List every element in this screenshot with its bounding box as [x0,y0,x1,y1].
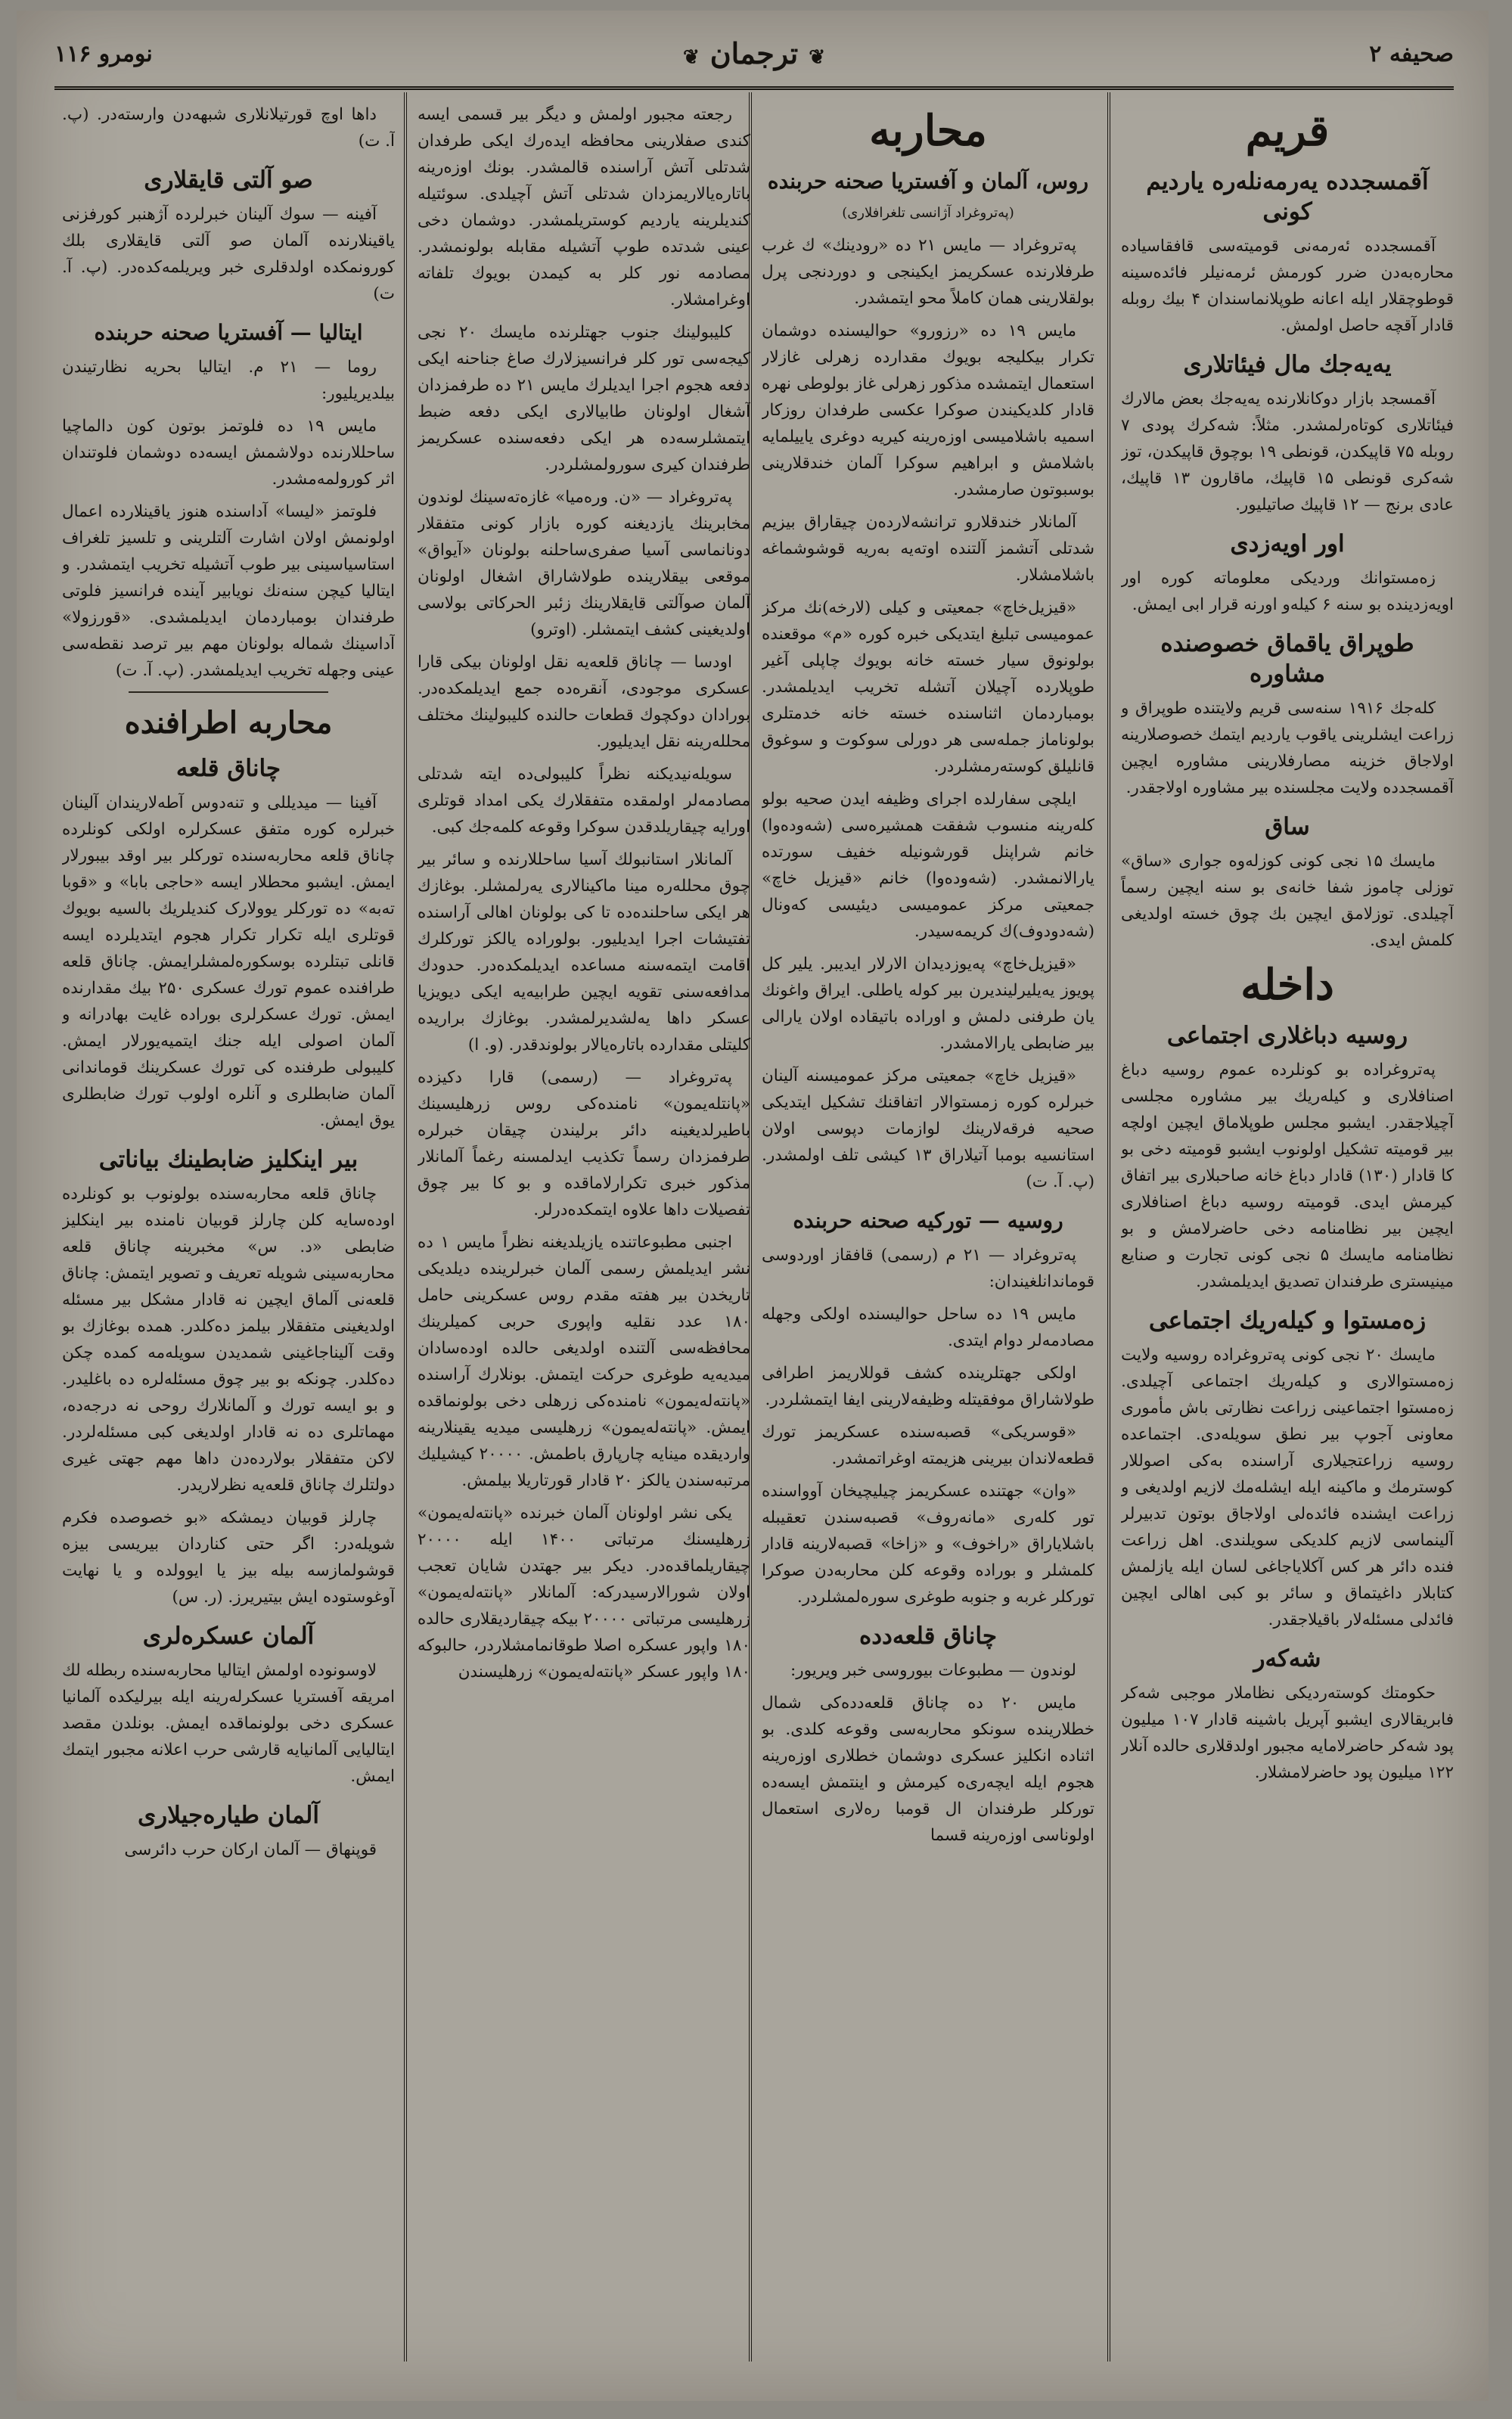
article-heading: بیر اینکلیز ضابطینك بیاناتی [98,1146,359,1173]
article-text: داها اوچ قورتیلانلاری شبهه‌دن وارسته‌در. (پ. آ. ت) [62,105,395,151]
section-heading: داخله [1240,960,1334,1010]
column-2 [762,101,1094,2363]
article-text: «قیزیل‌خاچ» په‌یوزدیدان الارلار ایدیبر. یلیر کل پویوز یه‌یلیرلیندیرن بیر کوله یاطلی. ایراق واغونك یان طرفنی دلمش و اوراده باتیقاده اولان یارالی بیر ضابطی یارالامشدر. [762,955,1094,1053]
page-number: صحیفه ۲ [1369,41,1454,67]
article-heading: ساق [1265,813,1310,840]
article-text: په‌تروغراد — ۲۱ م (رسمی) قافقاز اوردوسی قوماندانلغیندان: [762,1246,1094,1291]
column-4 [62,101,395,2363]
article-text: اجنبی مطبوعاتنده یازیلدیغنه نظراً مایس ۱ ده نشر ایدیلمش رسمی آلمان خبرلرینده دیلدیکی تاریخدن بیر هفته مقدم روس عسکرینی حامل ۱۸۰ عدد نقلیه واپوری حربی کمیلرینك محافظه‌سی آلتنده اولدیغی حالده اوده‌سادان میدیه‌یه طوغری حرکت ایتمش. بونلارك آراسنده «پانته‌له‌یمون» نامنده‌کی زرهلی دخی بولونماقده ایمش. «پانته‌له‌یمون» زرهلیسی میدیه یقینلارینه واردیقده مینایه چارپارق باطمش. ۲۰۰۰۰ کیشیلیك مرتبه‌سندن یالکز ۲۰ قادار قورتاریلا بیلمش. [418,1233,750,1490]
section-separator [129,691,328,693]
article-text: آلمانلار استانبولك آسیا ساحللارنده و سائر بیر چوق محلله‌ره مینا ماکینالاری یه‌رلمشلر. بوغازك هر ایکی ساحلنده‌ده تا کی بولونان اهالی آراسنده تفتیشات اجرا ایدیلیور. بولوراده یالکز تورکلرك اقامت ایتمه‌سنه مساعده ایدیلمکده‌در. حدودك مدافعه‌سنی تقویه ایچین طرابیه‌یه ایکی دیویزیا عسکر داها یه‌لشدیرلمشدر. بوغازك براریده کلیتلی مقدارده باتاره‌یالار بولوندقدر. (و. ا) [418,850,750,1054]
article-text: چارلز قوبیان دیمشکه «بو خصوصده فکرم شویله‌در: اگر حتی کناردان بیریسی بیزه قوشولمازسه بیله بیز یا ایوولده و یا نهایت آوغوستوده ایش بیتیریرز. (ر. س) [62,1508,395,1607]
newspaper-page [17,11,1489,2401]
section-heading: محاربه [869,106,987,156]
article-text: مایسك ۲۰ نجی کونی په‌تروغراده روسیه ولایت زه‌مستوالاری و کیله‌ریك اجتماعی آچیلدی. زه‌مستوا اجتماعینی زراعت نظارتی باش مأموری معاونی آجوپ بیر نطق سویله‌دی. اجتماعده روسیه زراعتجیلاری آراسنده به‌کی اصوللار کوسترمك و ماکینه ایله ایشله‌مك لازیم اولدیغی و زراعت ایشنده فائده‌لی اولاجاق بوتون تدبیرلر آلینماسی لازیم کلدیکی سویلندی. اهل زراعت فنده دائر هر کس آکلایاجاغی لسان ایله یازلمش کتابلار داغیتماق و سائر بو کبی اهالی ایچین فائدلی مسئله‌لار باقیلاجقدر. [1121,1346,1454,1629]
article-text: سویله‌نیدیکنه نظراً کلیبولی‌ده ایته شدتلی مصادمه‌لر اولمقده متفقلارك یکی امداد قوتلری اورایه چیقاریلدقدن سوکرا وقوعه کلمه‌جك کبی. [418,765,750,837]
article-text: آفینه — سوك آلینان خبرلرده آژهنبر کورفزنی یاقینلارنده آلمان صو آلتی قایقلاری بلك کورونمکده اولدقلری خبر ویریلمه‌کده‌در. (پ. آ. ت) [62,205,395,303]
article-heading: روسیه دباغلاری اجتماعی [1166,1022,1408,1049]
article-text: قوپنهاق — آلمان ارکان حرب دائرسی [124,1840,377,1859]
article-text: اودسا — چاناق قلعه‌یه نقل اولونان بیکی قارا عسکری موجودی، آنقره‌ده جمع ایدیلمکده‌در. بورادان دوکچوك قطعات حالنده کلیبولینك مختلف محلله‌رینه نقل ایدیلیور. [418,653,750,751]
issue-number: نومرو ۱۱۶ [54,41,153,67]
article-text: لوندون — مطبوعات بیوروسی خبر ویر‌یور: [790,1661,1076,1680]
article-text: فلوتمز «لیسا» آداسنده هنوز یاقینلارده اعمال اولونمش اولان اشارت آلتلرینی و تلسیز تلغراف استاسیاسینی بیر طوب آتشیله تخریب ایتمشدر. و ایتالیا کیچن سنه‌نك نویابیر آینده فرانسیز فلوتی طرفندان بومباردمان ایدیلمشدی. «قورزولا» آداسینك شماله بولونان مهم بیر ترصد نقطه‌سی عینی وجهله تخریب ایدیلمشدر. (پ. آ. ت) [62,502,395,680]
article-text: مایس ۱۹ ده «رزورو» حوالیسنده دوشمان تکرار بیکلیجه بویوك مقدارده زهرلی غازلار استعمال ایتمشده مذکور زهرلی غاز بولوطی نهره قادار کلدیکیندن صوکرا عکسی طرفدان روزکار اسمیه باشلامیسی اوزه‌رینه کیریه دوغری یاییلمایه باشلامش و ابراهیم سوکرا آلمان خندقلارینی بوسبوتون صارمشدر. [762,321,1094,499]
article-heading: چاناق قلعه [175,755,281,782]
article-text: «وان» جهتنده عسکریمز چیلیچیخان آوواسنده تور کله‌ری «مانه‌روف» قصبه‌سندن تعقیبله باشلایاراق «راخوف» و «زاخا» قصبه‌لارینه قادار کلمشلر و بوراده وقوعه کلن محاربه‌دن صوکرا تورکلر غربه و جنوبه طوغری سوره‌لمشلردر. [762,1482,1094,1607]
article-text: کلیبولینك جنوب جهتلرنده مایسك ۲۰ نجی کیجه‌سی تور کلر فرانسیزلارك صاغ جناحنه ایکی دفعه هجوم اجرا ایدیلرك مایس ۲۱ ده طرفمزدان آشغال اولونان طابیالاری ایکی دفعه ضبط ایتمشلرسه‌ده هر ایکی دفعه‌سنده عسکریمز طرفندان کیری سورولمشلردر. [418,323,750,474]
article-heading: روس، آلمان و آفستریا صحنه‌ حربنده [767,169,1089,194]
article-heading: آلمان طیاره‌جیلاری [138,1802,319,1829]
article-text: مایس ۲۰ ده چاناق قلعه‌دده‌کی شمال خطلارینده سونکو محاربه‌سی وقوعه کلدی. بو اثناده انکلیز عسکری دوشمان خطلاری اوزه‌رینه هجوم ایله ایچه‌ری‌ه کیرمش و اینتمش ایسه‌ده تورکلر طرفندان ال قومبا ره‌لاری استعمال اولوناسی اوزه‌رینه قسما [762,1694,1094,1845]
article-text: زه‌مستوانك وردیکی معلوماته کوره اور او‌یه‌زدینده بو سنه ۶ کیله‌و اورنه قرار ابی ایمش. [1121,569,1454,614]
article-text: مایسك ۱۵ نجی کونی کوزله‌وه جواری «ساق» توزلی چاموز شفا خانه‌ی بو سنه ایچین رسماً آچیلدی. توزلامق ایچین بك چوق خسته اولدیغی کلمش ایدی. [1121,852,1454,950]
article-text: «قوسریکی» قصبه‌سنده عسکریمز تورك قطعه‌لاندان بیرینی هزیمته اوغراتمشدر. [762,1423,1094,1468]
article-text: په‌تروغراد — (رسمی) قارا دکیزده «پانتله‌یمون» نامنده‌کی روس زرهلیسینك باطیرلدیغینه دائر برلیندن چیقان خبرلره طرفمزدان رسماً تکذیب ایدلمسنه رغماً آلمانلار مذکور خبری تکرارلاماقده و بو کا بیر چوق تفصیلات داها علاوه ایتمکده‌درلر. [418,1068,750,1219]
header-rule [54,86,1454,90]
article-text: روما — ۲۱ م. ایتالیا بحریه نظارتیندن بیلدیریلیور: [62,358,395,403]
article-heading: صو آلتی قایقلاری [144,166,313,194]
article-heading: شه‌که‌ر [1253,1645,1321,1672]
article-text: «قیزیل خاچ» جمعیتی مرکز عمومیسنه آلینان خبرلره کوره زمستوالار اتفاقنك تشکیل ایتدیکی صحیه فرقه‌لارینك لوازمات دپوسی اولان استانسیه بومبا آتیلاراق ۱۳ کیشی تلف اولمشدر. (پ. آ. ت) [762,1067,1094,1191]
agency-subheading: (په‌تروغراد آژانسی تلغرافلاری) [842,205,1014,221]
newspaper-title: ❦ ترجمان ❦ [672,36,836,70]
column-3 [418,101,750,2363]
article-text: آفینا — میدیللی و تنه‌دوس آطه‌لاریندان آلینان خبرلره کوره متفق عسکرلره اولکی کونلرده چاناق قلعه محاربه‌سنده تورکلر بیر اوقد بیبورلار ایمش. ایشبو محطلار ایسه «حاجی بابا» و «قوبا ته‌به» ده تورکلر یوولارک کندیلریك بالسیه بویوك قوتلری ایله تکرار تکرار هجوم ایتدیلرده ایسه قانلی تبتلرده بوسکوره‌لمشلرایمش. چاناق قلعه طرافنده عموم تورك عسکری ۲۵۰ بیك مقدارنده ایمش. تورك عسکرلری بوراده غایت بهادرانه و آلمان اصولی ایله جنك ایتمیه‌یورلار ایمش. کلیبولی طرفنده کی تورك عسکرینك قوماندانی آلمان ضابطلری و آنلره اولوب تورك ضابطلری یوق ایمش. [62,793,395,1130]
article-heading: طوپراق یاقماق خصوصنده مشاوره [1160,630,1414,688]
column-divider [404,92,407,2362]
section-heading: قریم [1245,106,1330,156]
article-text: آلمانلار خندقلارو ترانشه‌لارده‌ن چیقاراق بیزیم شدتلی آتشمز آلتنده اوته‌یه به‌ریه قوشوشماغه باشلامشلار. [762,513,1094,585]
article-text: آقمسجدده ئه‌رمه‌نی قومیته‌سی قافقاسیاده محاره‌به‌دن ضرر کورمش ئرمه‌نیلر فائده‌سینه قوطوچقلار ایله اعانه طوپلانماسندان ۴ بیك روبله قادار آقچه حاصل اولمش. [1121,237,1454,335]
article-text: حکومتك کوسته‌ردیکی نظاملار موجبی شه‌کر فابریقالاری ایشبو آپریل باشینه قادار ۱۰۷ میلیون پود شه‌کر حاضرلامایه مجبور اولدقلاری حالده آنلار ۱۲۲ میلیون پود حاضرلامشلار. [1121,1684,1454,1782]
article-text: په‌تروغراده بو کونلرده عموم روسیه دباغ اصنافلاری و کیله‌ریك بیر مشاوره مجلسی آچیلاجقدر. ایشبو مجلس طوپلاماق ایچین اولچه بیر قومیته تشکیل اولونوب ایشبو قومیته دخی بو کا قادار (۱۳۰) قادار دباغ خانه صاحبلاری بیر اتفاق کیرمش ایدی. قومیته روسیه دباغ اصنافلاری ایچین بیر نظامنامه دخی حاضرلامش و بو نظامنامه مایسك ۵ نجی کونی تجارت و صنایع مینیستری طرفندان تصدیق ایدیلمشدر. [1121,1060,1454,1291]
article-text: یکی نشر اولونان آلمان خبرنده «پانته‌له‌یمون» زرهلیسنك مرتباتی ۱۴۰۰ ایله ۲۰۰۰۰ چیقاریلماقده‌در. دیکر بیر جهتدن شایان تعجب اولان شورالارسیدرکه: آلمانلار «پانته‌له‌یمون» زرهلیسی مرتباتی ۲۰۰۰۰ بیکه چیقاردیقلاری حالده ۱۸۰ واپور عسکره اصلا طوقانمامشلاردر، حالبوکه ۱۸۰ واپور عسکر «پانته‌له‌یمون» زرهلیسندن [418,1504,750,1682]
article-text: آقمسجد بازار دوکانلارنده یه‌یه‌جك بعض مالارك فیئاتلاری کوتاه‌رلمشدر. مثلاً: شه‌کرك پودی ۷ روبله ۷۵ قاپیکدن، قونطی ۱۹ بوچوق قاپیکدن، توز شه‌کری قونطی ۱۵ قاپیك، ماقارون ۱۳ قاپیك، عادی برنج — ۱۲ قاپیك صاتیلیور. [1121,390,1454,514]
article-heading: یه‌یه‌جك مال فیئاتلاری [1183,351,1392,378]
column-1 [1121,101,1454,2363]
article-text: رجعته مجبور اولمش و دیگر بیر قسمی ایسه کندی صفلارینی محافظه ایده‌رك ایکی طرفدان شدتلی آتش آراسنده قالمشدر. بونك اوزه‌رینه باتاره‌یالاریمزدان شدتلی آتش آچیلدی. سوئتیله کندیلرینه یاردیم کوستریلمشدر. دوشمان دخی عینی شدتده طوپ آتشیله مقابله بولونمشدر. مصادمه نور کلر به کیمدن بویوك تلفاته اوغرامشلار. [418,105,750,309]
article-heading: ایتالیا — آفستریا صحنه‌ حربنده [94,320,363,345]
article-heading: روسیه — تورکیه صحنه‌ حربنده [793,1208,1063,1233]
article-heading: اور او‌یه‌زدی [1230,530,1345,557]
masthead [54,33,1454,79]
article-text: مایس ۱۹ ده فلوتمز بوتون کون دالماچیا ساحللارنده دولاشمش ایسه‌ده دوشمان فلوتندان اثر کورولمه‌مشدر. [62,417,395,489]
article-text: چاناق قلعه محاربه‌سنده بولونوب بو کونلرده اوده‌سایه کلن چارلز قوبیان نامنده بیر اینکلیز ضابطی «د. س» مخبرینه چاناق قلعه محاربه‌سینی شویله تعریف و تصویر ایتمش: چاناق قلعه‌نی آلماق ایچین نه قادار مشکل بیر مسئله اولدیغینی متفقلار بیلمز ده‌کلدر. همده بوغازك بو وقت آلیناجاغینی شمدیدن سویله‌مه کمده چکن ده‌کلدر. چونکه بو بیر چوق مسئله‌لره ده باغلیدر. و بو ایسه تورك و آلمانلارك روحی نه درجه‌ده، مهماتلری ده نه قادار اولدیغی کبی مسئله‌لردر. لاکن متفقلار بولارده‌دن داها مهم جهتی غیری دولتلرك چاناق قلعه‌یه نظرلاریدر. [62,1185,395,1495]
article-heading: آقمسجدده یه‌رمه‌نله‌ره یاردیم کونی [1146,168,1429,225]
article-text: ایلچی سفارلده اجرای وظیفه ایدن صحیه بولو کله‌رینه منسوب شفقت همشیره‌سی (شه‌وده‌وا) خانم شراپنل قورشونیله خفیف سورتده یارالانمشدر. (شه‌وده‌وا) خانم «قیزیل خاچ» جمعیتی مرکز عمومیسی دیئیسی که‌ونال (شه‌دودوف)ك کریمه‌سیدر. [762,790,1094,941]
article-text: اولکی جهتلرینده کشف قوللاریمز اطرافی طولاشاراق موفقیتله وظیفه‌لارینی ایفا ایتمشلردر. [762,1364,1094,1409]
article-text: په‌تروغراد — «ن. وره‌میا» غازه‌ته‌سینك لوندون مخابرینك یازدیغنه کوره بازار کونی متفقلار دونانماسی آسیا صفری‌ساحلنه بولونان «آیواق» موقعی بیقلارینده طولاشاراق اشغال اولونان آلمان صوآلتی قایقلارینك زئبر الحرکاتی بولاسی اولدیغینی کشف ایتمشلر. (اوترو) [418,488,750,639]
column-divider [1107,92,1110,2362]
article-heading: چاناق قلعه‌دده [858,1622,998,1650]
article-text: «قیزیل‌خاچ» جمعیتی و کیلی (لارخه)نك مرکز عمومیسی تبلیغ ایتدیکی خبره کوره «م» موقعنده بولونوق سیار خسته خانه بویوك چاپلی آغیر طوپلارده آچیلان آتشله تخریب ایدیلمشدر. بومباردمان اثناسنده خسته خانه خدمتلری بولوناماز جمله‌سی هر دورلی سوکوت و سوغوق قانلیلق کوسته‌رمشلردر. [762,598,1094,776]
section-heading: محاربه اطرافنده [124,705,333,741]
article-text: کله‌جك ۱۹۱۶ سنه‌سی قریم ولایتنده طوپراق و زراعت ایشلرینی یاقوب یاردیم ایتمك خصوصلارینه اولاجاق خزینه مصارفلارینی مشاوره ایچین آقمسجدده ولایت مجلسنده بیر مشاوره اولاجقدر. [1121,699,1454,797]
article-text: مایس ۱۹ ده ساحل حوالیسنده اولکی وجهله مصادمه‌لر دوام ایتدی. [762,1305,1094,1350]
article-text: په‌تروغراد — مایس ۲۱ ده «رودینك» ك غرب طرفلارنده عسکریمز ایکینجی و دوردنجی پرل بولقلارینی همان کاملاً محو ایتمشدر. [762,236,1094,308]
article-heading: آلمان عسکره‌لری [142,1622,315,1650]
article-heading: زه‌مستوا و کیله‌ریك اجتماعی [1148,1307,1427,1334]
article-text: لاوسونوده اولمش ایتالیا محاربه‌سنده ربطله لك امریقه آفستریا عسکرله‌رینه ایله بیرلیکده آلمانیا عسکری دخی بولونماقده ایمش. بونلدن مقصد ایتالیایی آلمانیایه قارشی حرب اعلانه مجبور ایتمك ایمش. [62,1661,395,1786]
